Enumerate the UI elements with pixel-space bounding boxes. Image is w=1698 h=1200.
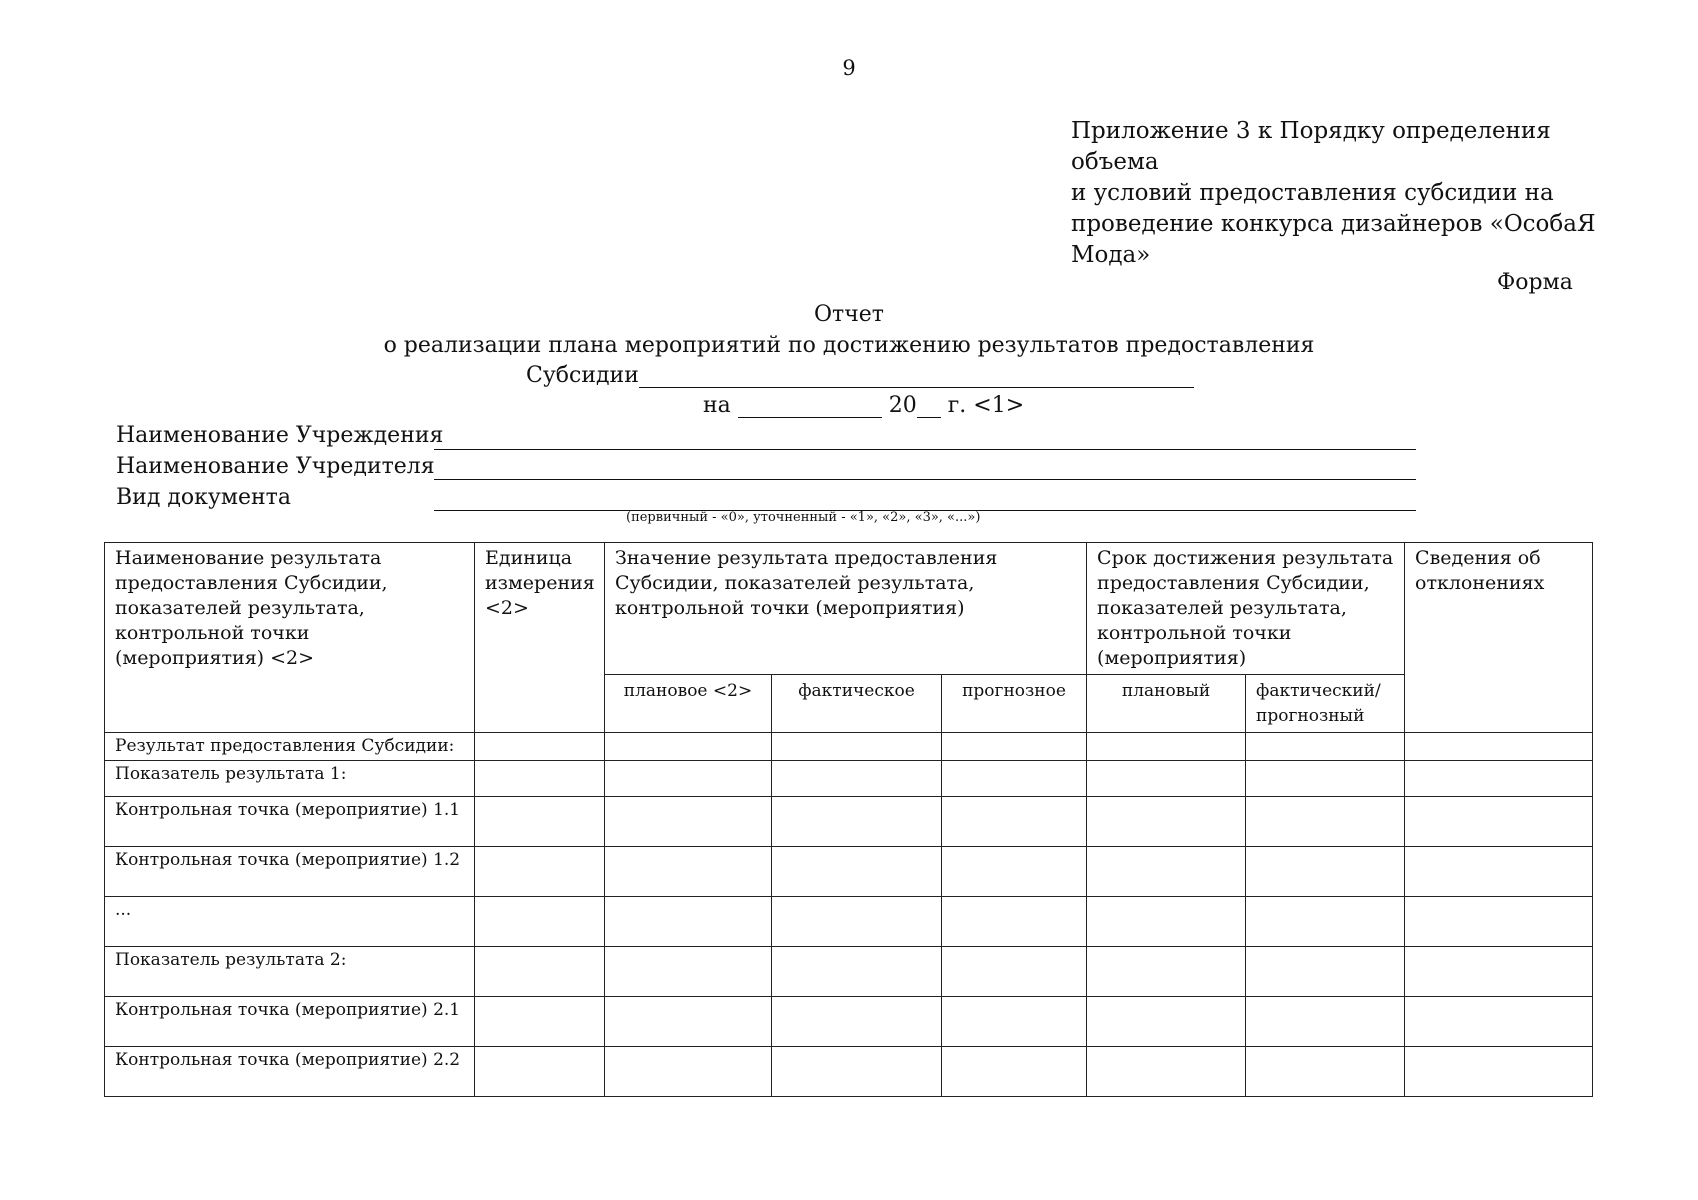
- table-cell[interactable]: [475, 897, 605, 947]
- table-cell[interactable]: [942, 761, 1087, 797]
- year-blank[interactable]: [917, 395, 941, 418]
- table-row-label: Контрольная точка (мероприятие) 1.2: [105, 847, 475, 897]
- annex-line: Приложение 3 к Порядку определения объема: [1071, 118, 1551, 175]
- table-row-label: Контрольная точка (мероприятие) 1.1: [105, 797, 475, 847]
- table-cell[interactable]: [605, 897, 772, 947]
- table-cell[interactable]: [772, 1047, 942, 1097]
- table-cell[interactable]: [1087, 733, 1246, 761]
- table-cell[interactable]: [1246, 761, 1405, 797]
- table-cell[interactable]: [475, 797, 605, 847]
- table-cell[interactable]: [605, 847, 772, 897]
- date-blank[interactable]: [738, 395, 882, 418]
- table-cell[interactable]: [605, 797, 772, 847]
- table-cell[interactable]: [772, 761, 942, 797]
- table-cell[interactable]: [1087, 997, 1246, 1047]
- date-suffix: г. <1>: [947, 393, 1025, 418]
- annex-line: и условий предоставления субсидии на: [1071, 180, 1554, 206]
- table-cell[interactable]: [1246, 947, 1405, 997]
- table-cell[interactable]: [1405, 1047, 1593, 1097]
- annex-line: проведение конкурса дизайнеров «ОсобаЯ: [1071, 211, 1596, 237]
- report-title: Отчет: [814, 302, 884, 327]
- table-cell[interactable]: [475, 847, 605, 897]
- table-cell[interactable]: [1405, 897, 1593, 947]
- table-cell[interactable]: [475, 1047, 605, 1097]
- page-number: 9: [842, 56, 856, 80]
- table-cell[interactable]: [1246, 1047, 1405, 1097]
- table-cell[interactable]: [605, 1047, 772, 1097]
- table-cell[interactable]: [772, 947, 942, 997]
- header-term: Срок достижения результата предоставления Субсидии, показателей результата, контрольной точки (мероприятия): [1087, 543, 1405, 675]
- report-table: [104, 542, 1593, 1097]
- founder-label: Наименование Учредителя: [116, 454, 435, 479]
- table-row-label: Показатель результата 1:: [105, 761, 475, 797]
- annex-note: [1071, 116, 1631, 271]
- table-cell[interactable]: [1087, 847, 1246, 897]
- institution-field[interactable]: [434, 449, 1416, 450]
- table-cell[interactable]: [605, 997, 772, 1047]
- table-cell[interactable]: [1087, 797, 1246, 847]
- table-cell[interactable]: [1246, 733, 1405, 761]
- table-cell[interactable]: [605, 733, 772, 761]
- subheader-actual-term: фактический/ прогнозный: [1246, 675, 1405, 733]
- date-year: 20: [888, 393, 917, 418]
- subheader-actual-value: фактическое: [772, 675, 942, 733]
- subsidy-blank[interactable]: [639, 365, 1194, 388]
- date-prefix: на: [703, 393, 731, 418]
- table-cell[interactable]: [772, 847, 942, 897]
- subheader-planned-term: плановый: [1087, 675, 1246, 733]
- table-cell[interactable]: [1405, 797, 1593, 847]
- institution-label: Наименование Учреждения: [116, 423, 444, 448]
- annex-line: Мода»: [1071, 242, 1151, 268]
- subsidy-line: [526, 363, 1194, 388]
- table-cell[interactable]: [942, 797, 1087, 847]
- table-cell[interactable]: [1405, 733, 1593, 761]
- table-cell[interactable]: [772, 797, 942, 847]
- table-row-label: Результат предоставления Субсидии:: [105, 733, 475, 761]
- subheader-forecast-value: прогнозное: [942, 675, 1087, 733]
- doc-type-hint: (первичный - «0», уточненный - «1», «2», «3», «...»): [626, 510, 981, 525]
- table-cell[interactable]: [475, 997, 605, 1047]
- table-cell[interactable]: [475, 733, 605, 761]
- header-value: Значение результата предоставления Субсидии, показателей результата, контрольной точки (мероприятия): [605, 543, 1087, 675]
- table-cell[interactable]: [605, 947, 772, 997]
- table-cell[interactable]: [942, 897, 1087, 947]
- report-subtitle: о реализации плана мероприятий по достижению результатов предоставления: [383, 333, 1315, 358]
- table-cell[interactable]: [1087, 761, 1246, 797]
- form-label: Форма: [1497, 270, 1573, 295]
- table-cell[interactable]: [605, 761, 772, 797]
- header-unit: Единица измерения <2>: [475, 543, 605, 733]
- header-result-name: Наименование результата предоставления Субсидии, показателей результата, контрольной точки (мероприятия) <2>: [105, 543, 475, 733]
- table-row-label: Контрольная точка (мероприятие) 2.1: [105, 997, 475, 1047]
- table-cell[interactable]: [1246, 897, 1405, 947]
- date-line: [703, 393, 1024, 418]
- table-cell[interactable]: [1087, 947, 1246, 997]
- table-cell[interactable]: [1405, 847, 1593, 897]
- founder-field[interactable]: [434, 479, 1416, 480]
- table-cell[interactable]: [772, 733, 942, 761]
- header-deviations: Сведения об отклонениях: [1405, 543, 1593, 733]
- doc-type-label: Вид документа: [116, 485, 291, 510]
- table-cell[interactable]: [942, 997, 1087, 1047]
- table-cell[interactable]: [475, 947, 605, 997]
- table-cell[interactable]: [1405, 997, 1593, 1047]
- table-cell[interactable]: [1246, 847, 1405, 897]
- table-cell[interactable]: [1405, 947, 1593, 997]
- table-cell[interactable]: [772, 997, 942, 1047]
- table-cell[interactable]: [1246, 997, 1405, 1047]
- table-cell[interactable]: [1087, 1047, 1246, 1097]
- table-cell[interactable]: [772, 897, 942, 947]
- subheader-planned-value: плановое <2>: [605, 675, 772, 733]
- table-cell[interactable]: [1246, 797, 1405, 847]
- table-cell[interactable]: [1405, 761, 1593, 797]
- table-cell[interactable]: [942, 847, 1087, 897]
- table-cell[interactable]: [1087, 897, 1246, 947]
- table-row-label: Показатель результата 2:: [105, 947, 475, 997]
- table-row-label: ...: [105, 897, 475, 947]
- table-cell[interactable]: [475, 761, 605, 797]
- subsidy-label: Субсидии: [526, 363, 639, 388]
- table-cell[interactable]: [942, 1047, 1087, 1097]
- table-row-label: Контрольная точка (мероприятие) 2.2: [105, 1047, 475, 1097]
- table-cell[interactable]: [942, 947, 1087, 997]
- table-cell[interactable]: [942, 733, 1087, 761]
